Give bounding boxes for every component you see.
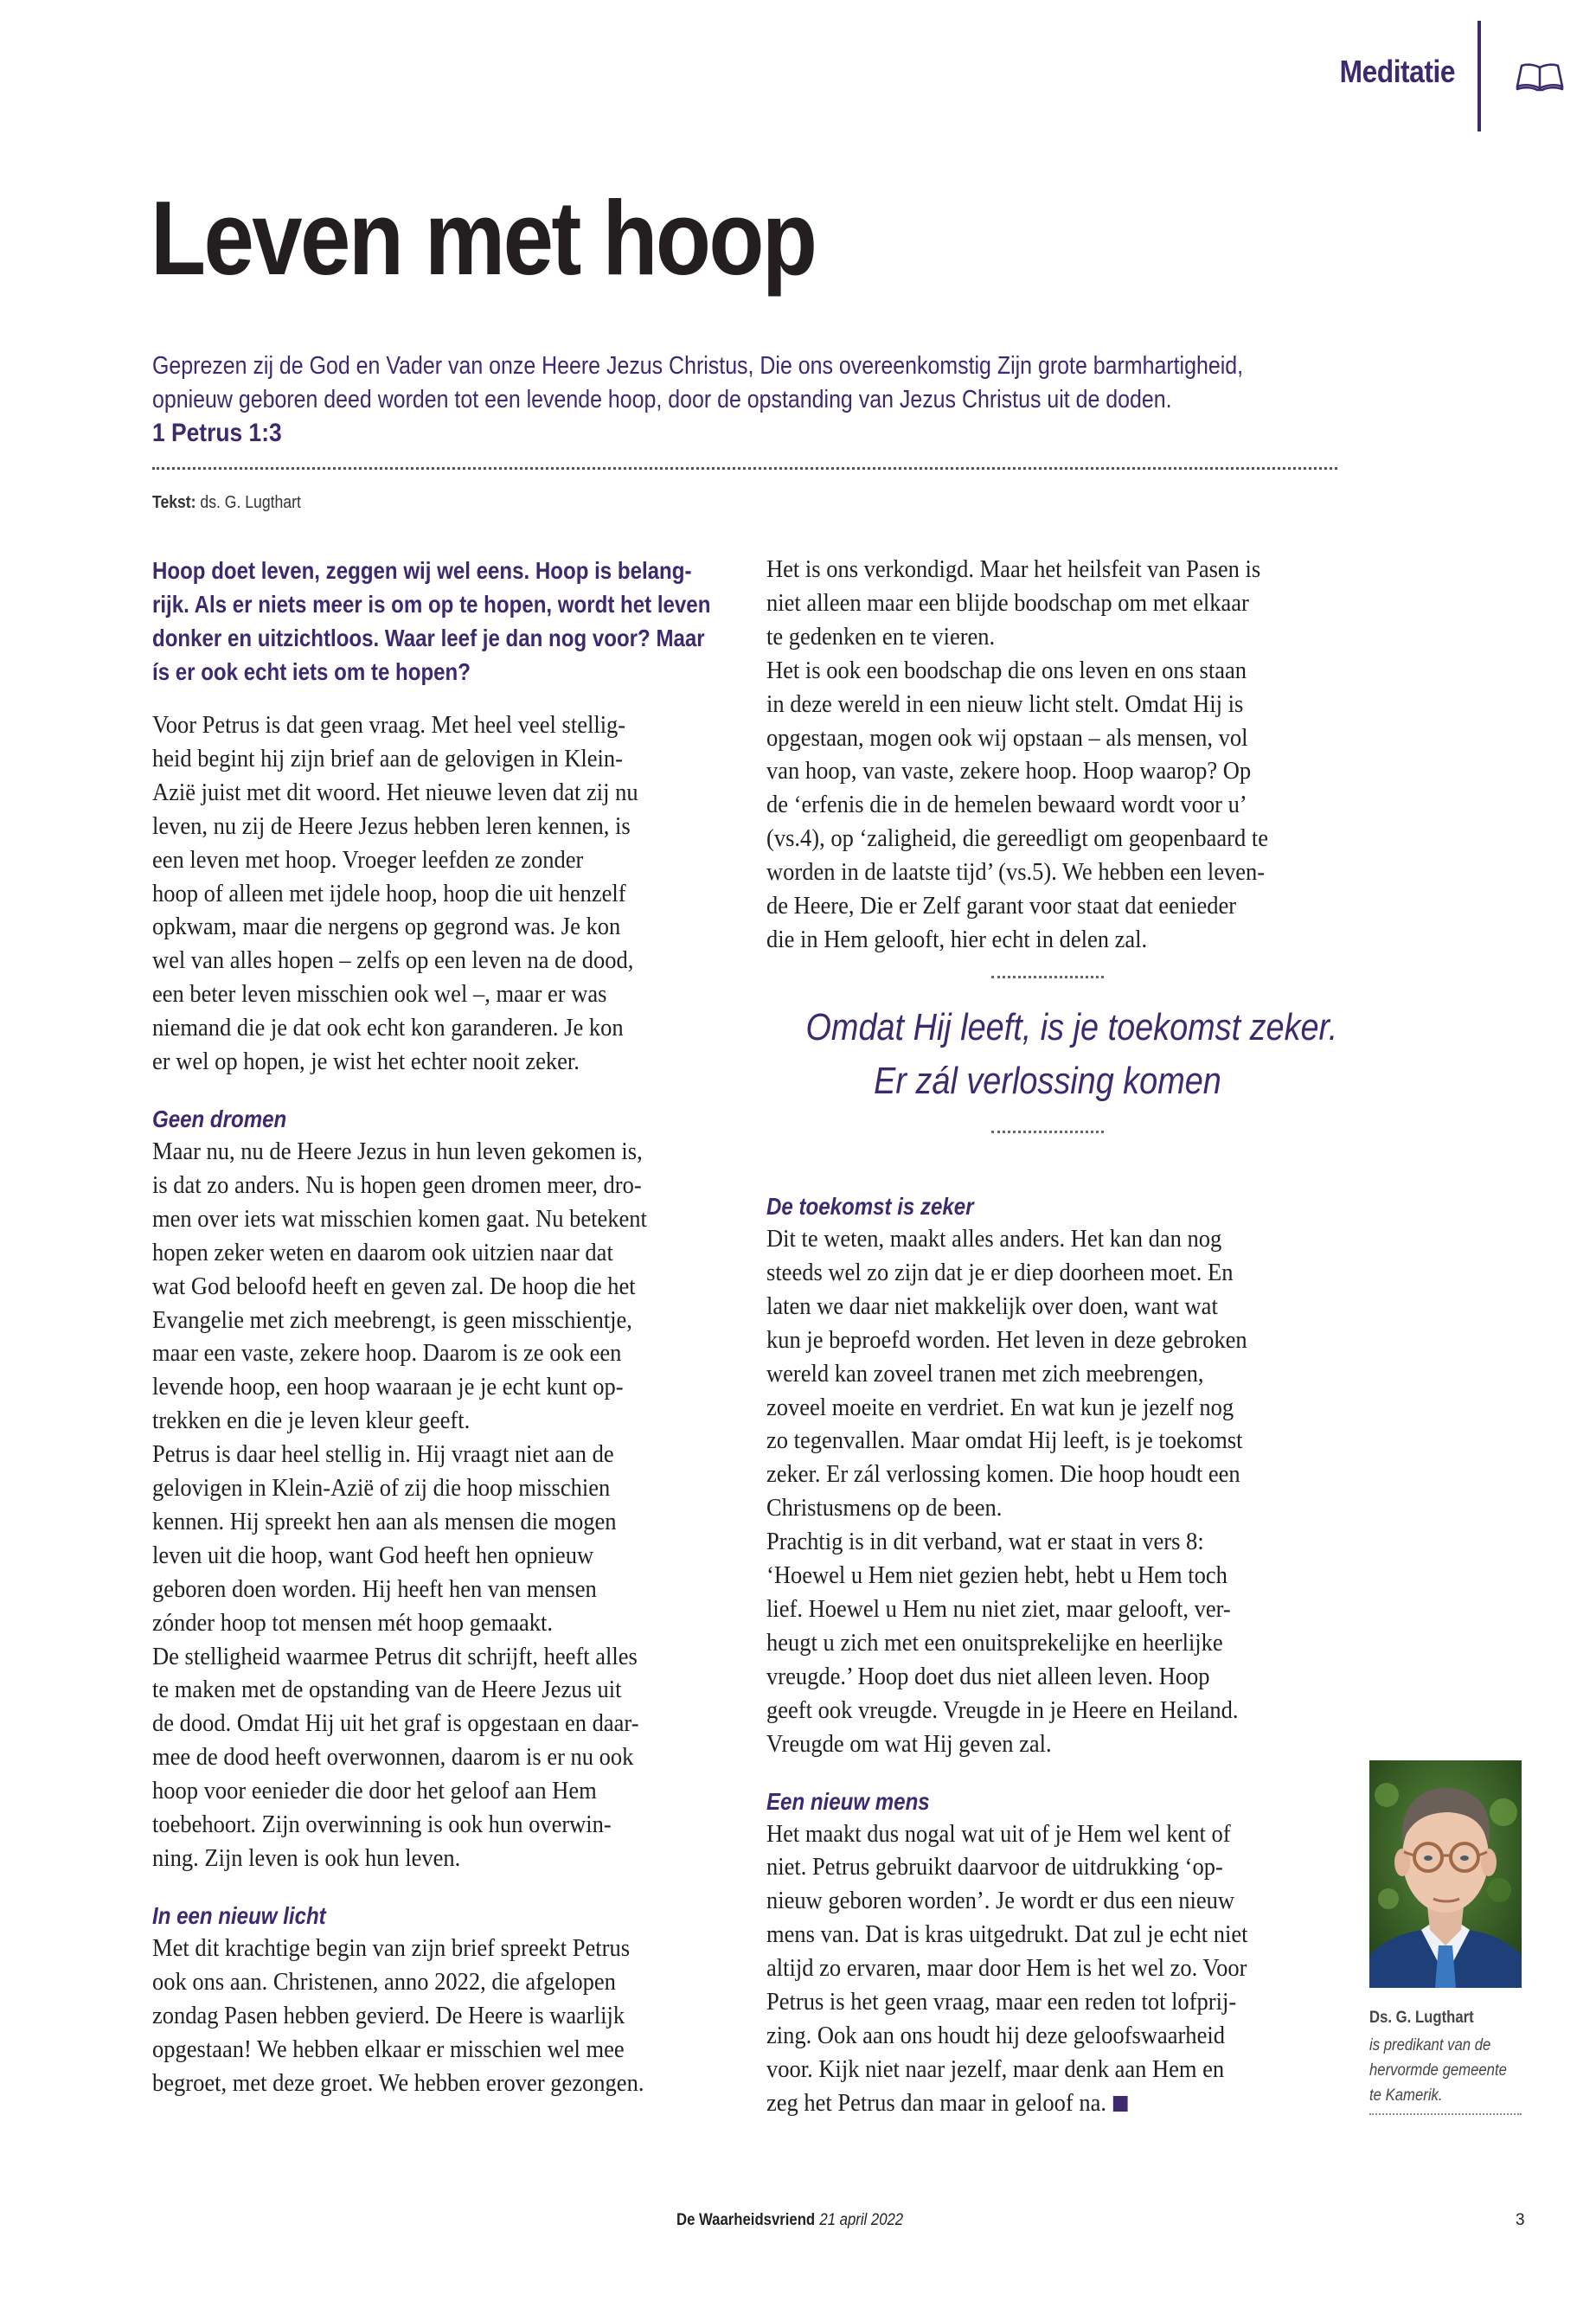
text-line: wereld kan zoveel tranen met zich meebrengen,	[766, 1360, 1204, 1388]
verse-line: Geprezen zij de God en Vader van onze Heere Jezus Christus, Die ons overeenkomstig Zijn grote barmhartigheid,	[152, 352, 1244, 380]
bible-verse	[152, 349, 1268, 417]
text-line: hopen zeker weten en daarom ook uitzien naar dat	[152, 1239, 613, 1266]
section-geen-dromen-text	[152, 1136, 747, 1876]
text-line: rijk. Als er niets meer is om op te hopen, wordt het leven	[152, 591, 711, 618]
text-line: niet. Petrus gebruikt daarvoor de uitdrukking ‘op-	[766, 1854, 1223, 1881]
text-line: levende hoop, een hoop waaraan je je echt kunt op-	[152, 1374, 624, 1401]
footer	[676, 2211, 903, 2230]
author-description-line: is predikant van de	[1369, 2036, 1491, 2054]
text-line: nieuw geboren worden’. Je wordt er dus een nieuw	[766, 1888, 1234, 1915]
subheading-een-nieuw-mens: Een nieuw mens	[766, 1787, 930, 1815]
text-line: voor. Kijk niet naar jezelf, maar denk aan Hem en	[766, 2055, 1225, 2083]
text-line: wel van alles hopen – zelfs op een leven na de dood,	[152, 947, 634, 975]
text-line: opgestaan! We hebben elkaar er misschien wel mee	[152, 2035, 625, 2063]
verse-line: opnieuw geboren deed worden tot een levende hoop, door de opstanding van Jezus Christus uit de doden.	[152, 386, 1172, 413]
text-line: Petrus is daar heel stellig in. Hij vraagt niet aan de	[152, 1441, 614, 1469]
text-line: Dit te weten, maakt alles anders. Het kan dan nog	[766, 1226, 1222, 1253]
section-toekomst-text	[766, 1223, 1362, 1762]
text-line: trekken en die je leven kleur geeft.	[152, 1407, 471, 1435]
text-line: lief. Hoewel u Hem nu niet ziet, maar gelooft, ver-	[766, 1595, 1231, 1623]
text-line: Evangelie met zich meebrengt, is geen misschientje,	[152, 1306, 632, 1334]
text-line: ning. Zijn leven is ook hun leven.	[152, 1845, 461, 1872]
text-line: maar een vaste, zekere hoop. Daarom is ze ook een	[152, 1340, 622, 1368]
text-line: Christusmens op de been.	[766, 1495, 1003, 1522]
author-dotted-divider	[1369, 2113, 1522, 2115]
subheading-geen-dromen: Geen dromen	[152, 1105, 287, 1132]
section-nieuw-licht-text	[152, 1932, 747, 2101]
text-line: kun je beproefd worden. Het leven in deze gebroken	[766, 1326, 1247, 1354]
section-label: Meditatie	[1339, 54, 1455, 89]
page-number: 3	[1516, 2211, 1525, 2229]
right-column	[766, 554, 1363, 958]
text-line: geboren doen worden. Hij heeft hen van mensen	[152, 1575, 597, 1603]
continuation-paragraph	[766, 554, 1362, 958]
text-line: leven, nu zij de Heere Jezus hebben leren kennen, is	[152, 812, 631, 840]
text-line: opkwam, maar die nergens op gegrond was. Je kon	[152, 913, 621, 941]
publication-date: 21 april 2022	[819, 2211, 904, 2229]
pull-quote-line: Er zál verlossing komen	[874, 1060, 1221, 1102]
right-column-lower	[766, 1189, 1363, 2121]
byline-author: ds. G. Lugthart	[200, 493, 301, 512]
text-line: een leven met hoop. Vroeger leefden ze zonder	[152, 846, 584, 874]
text-line: Voor Petrus is dat geen vraag. Met heel veel stellig-	[152, 712, 626, 739]
text-line: niet alleen maar een blijde boodschap om met elkaar	[766, 589, 1249, 617]
text-line: zondag Pasen hebben gevierd. De Heere is waarlijk	[152, 2002, 625, 2029]
text-line: te gedenken en te vieren.	[766, 623, 996, 651]
text-line: ‘Hoewel u Hem niet gezien hebt, hebt u Hem toch	[766, 1562, 1227, 1590]
text-line: begroet, met deze groet. We hebben erover gezongen.	[152, 2069, 644, 2097]
text-line: laten we daar niet makkelijk over doen, want wat	[766, 1292, 1218, 1320]
text-line: Azië juist met dit woord. Het nieuwe leven dat zij nu	[152, 779, 638, 806]
text-line: worden in de laatste tijd’ (vs.5). We hebben een leven-	[766, 859, 1266, 887]
text-line: van hoop, van vaste, zekere hoop. Hoop waarop? Op	[766, 758, 1252, 785]
text-line: men over iets wat misschien komen gaat. Nu betekent	[152, 1205, 647, 1233]
text-line: zing. Ook aan ons houdt hij deze geloofswaarheid	[766, 2022, 1225, 2049]
page-title: Leven met hoop	[151, 179, 816, 297]
text-line: Met dit krachtige begin van zijn brief spreekt Petrus	[152, 1934, 631, 1962]
header-divider	[1477, 21, 1481, 131]
text-line: ook ons aan. Christenen, anno 2022, die afgelopen	[152, 1968, 616, 1996]
text-line: kennen. Hij spreekt hen aan als mensen die mogen	[152, 1508, 617, 1535]
text-line: Prachtig is in dit verband, wat er staat in vers 8:	[766, 1529, 1204, 1556]
subheading-de-toekomst-is-zeker: De toekomst is zeker	[766, 1193, 974, 1220]
text-line: de ‘erfenis die in de hemelen bewaard wordt voor u’	[766, 792, 1247, 819]
publication-name: De Waarheidsvriend	[676, 2211, 816, 2229]
text-line: ís er ook echt iets om te hopen?	[152, 658, 471, 685]
book-icon	[1516, 62, 1564, 92]
text-line: heugt u zich met een onuitsprekelijke en heerlijke	[766, 1629, 1223, 1657]
text-line: zeg het Petrus dan maar in geloof na.	[766, 2087, 1362, 2121]
text-line: Het is ons verkondigd. Maar het heilsfeit van Pasen is	[766, 556, 1261, 583]
text-line: Maar nu, nu de Heere Jezus in hun leven gekomen is,	[152, 1138, 643, 1165]
text-line: die in Hem gelooft, hier echt in delen zal.	[766, 926, 1148, 953]
text-line: is dat zo anders. Nu is hopen geen dromen meer, dro-	[152, 1171, 642, 1199]
text-line: opgestaan, mogen ook wij opstaan – als mensen, vol	[766, 724, 1248, 752]
text-line: de Heere, Die er Zelf garant voor staat dat eenieder	[766, 893, 1237, 920]
text-line: Petrus is het geen vraag, maar een reden tot lofprij-	[766, 1989, 1237, 2016]
text-line: Het is ook een boodschap die ons leven en ons staan	[766, 657, 1247, 684]
text-line: Vreugde om wat Hij geven zal.	[766, 1730, 1052, 1758]
text-line: Het maakt dus nogal wat uit of je Hem wel kent of	[766, 1820, 1231, 1848]
text-line: gelovigen in Klein-Azië of zij die hoop misschien	[152, 1475, 611, 1503]
text-line: donker en uitzichtloos. Waar leef je dan nog voor? Maar	[152, 625, 705, 651]
text-line: hoop voor eenieder die door het geloof aan Hem	[152, 1778, 597, 1805]
text-line: er wel op hopen, je wist het echter nooit zeker.	[152, 1048, 580, 1076]
left-column	[152, 554, 749, 2100]
text-line: toebehoort. Zijn overwinning is ook hun overwin-	[152, 1811, 612, 1839]
text-line: mens van. Dat is kras uitgedrukt. Dat zul je echt niet	[766, 1921, 1248, 1949]
text-line: altijd zo ervaren, maar door Hem is het wel zo. Voor	[766, 1955, 1247, 1983]
text-line: vreugde.’ Hoop doet dus niet alleen leven. Hoop	[766, 1663, 1210, 1690]
pull-quote-dots-top	[991, 976, 1104, 978]
byline	[152, 493, 301, 513]
text-line: zoveel moeite en verdriet. En wat kun je jezelf nog	[766, 1394, 1234, 1421]
text-line: leven uit die hoop, want God heeft hen opnieuw	[152, 1541, 594, 1569]
dotted-divider	[152, 467, 1337, 470]
lead-paragraph	[152, 554, 747, 689]
author-description-line: hervormde gemeente	[1369, 2061, 1507, 2080]
text-line: steeds wel zo zijn dat je er diep doorheen moet. En	[766, 1259, 1234, 1286]
text-line: de dood. Omdat Hij uit het graf is opgestaan en daar-	[152, 1710, 639, 1738]
pull-quote	[766, 976, 1338, 1133]
text-line: De stelligheid waarmee Petrus dit schrijft, heeft alles	[152, 1643, 638, 1670]
author-name: Ds. G. Lugthart	[1369, 2009, 1474, 2027]
text-line: zeker. Er zál verlossing komen. Die hoop houdt een	[766, 1461, 1240, 1489]
author-description	[1369, 2033, 1507, 2108]
section-nieuw-mens-text	[766, 1818, 1362, 2121]
text-line: zónder hoop tot mensen mét hoop gemaakt.	[152, 1609, 553, 1637]
author-photo	[1369, 1760, 1522, 1988]
text-line: Hoop doet leven, zeggen wij wel eens. Hoop is belang-	[152, 557, 692, 584]
text-line: te maken met de opstanding van de Heere Jezus uit	[152, 1676, 622, 1704]
text-line: wat God beloofd heeft en geven zal. De hoop die het	[152, 1272, 636, 1300]
subheading-in-een-nieuw-licht: In een nieuw licht	[152, 1901, 326, 1929]
text-line: heid begint hij zijn brief aan de gelovigen in Klein-	[152, 745, 623, 772]
verse-reference: 1 Petrus 1:3	[152, 419, 282, 447]
end-of-article-mark	[1112, 2096, 1127, 2112]
text-line: niemand die je dat ook echt kon garanderen. Je kon	[152, 1015, 624, 1042]
text-line: hoop of alleen met ijdele hoop, hoop die uit henzelf	[152, 880, 626, 907]
text-line: in deze wereld in een nieuw licht stelt. Omdat Hij is	[766, 690, 1244, 718]
text-line: mee de dood heeft overwonnen, daarom is er nu ook	[152, 1744, 634, 1772]
text-line: (vs.4), op ‘zaligheid, die gereedligt om geopenbaard te	[766, 825, 1268, 853]
pull-quote-line: Omdat Hij leeft, is je toekomst zeker.	[805, 1006, 1338, 1048]
byline-label: Tekst:	[152, 493, 196, 512]
text-line: zo tegenvallen. Maar omdat Hij leeft, is je toekomst	[766, 1427, 1243, 1455]
author-description-line: te Kamerik.	[1369, 2086, 1443, 2105]
intro-paragraph	[152, 709, 747, 1080]
text-line: geeft ook vreugde. Vreugde in je Heere en Heiland.	[766, 1696, 1239, 1724]
pull-quote-text	[805, 1001, 1338, 1108]
text-line: een beter leven misschien ook wel –, maar er was	[152, 981, 607, 1009]
pull-quote-dots-bottom	[991, 1131, 1104, 1133]
author-portrait-icon	[1369, 1760, 1522, 1988]
